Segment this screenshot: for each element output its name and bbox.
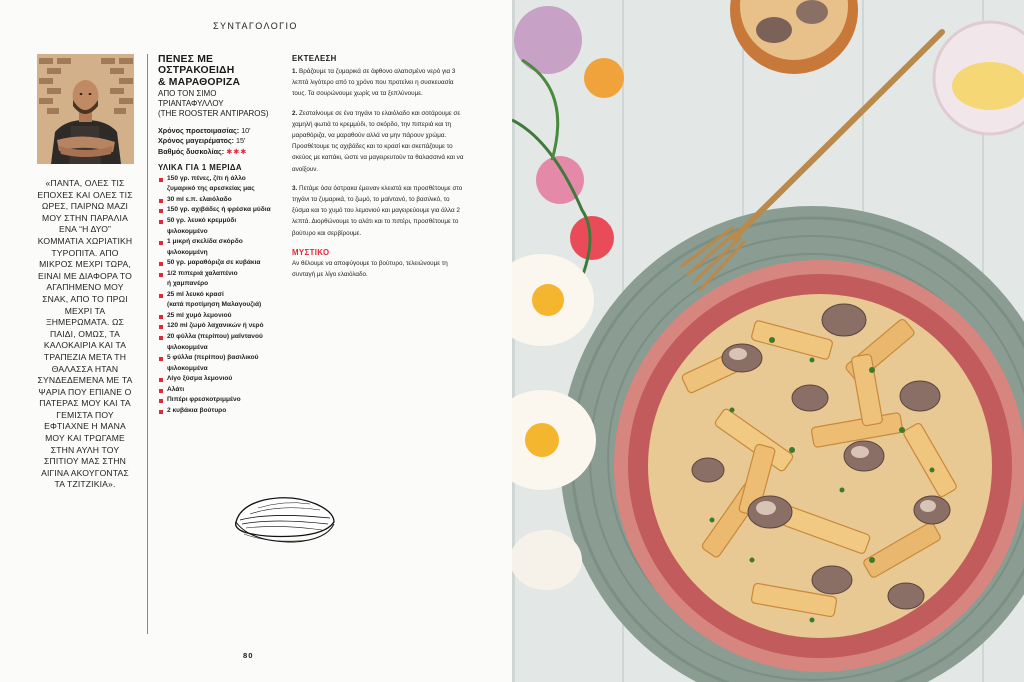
- step-text: Βράζουμε τα ζυμαρικά σε άφθονο αλατισμένο νερό για 3 λεπτά λιγότερο από το χρόνο που προτείνει η συσκευασία τους. Τα σουρώνουμε χωρίς να τα ξεπλύνουμε.: [292, 68, 456, 98]
- method-step: [292, 66, 464, 100]
- ingredient-item: Πιπέρι φρεσκοτριμμένο: [158, 395, 286, 406]
- ingredient-item: 25 ml λευκό κρασί (κατά προτίμηση Μαλαγουζιά): [158, 290, 286, 311]
- ingredient-item: 150 γρ. αχιβάδες ή φρέσκα μύδια: [158, 205, 286, 216]
- tip-text: Αν θέλουμε να αποφύγουμε το βούτυρο, τελειώνουμε τη συνταγή με λίγο ελαιόλαδο.: [292, 259, 448, 279]
- step-text: Ζεσταίνουμε σε ένα τηγάνι το ελαιόλαδο και σοτάρουμε σε χαμηλή φωτιά το κρεμμύδι, το σκόρδο, την πιπεριά και τη μαραθόριζα, να μαραθούν αλλά να μην πάρουν χρώμα. Προσθέτουμε τις αχιβάδες και το κρασί και σκεπάζουμε το σκεύος με καπάκι, ώστε να μαγειρευτούν τα θαλασσινά και να ανοίξουν.: [292, 109, 464, 173]
- ingredient-item: 30 ml ε.π. ελαιόλαδο: [158, 195, 286, 206]
- step-text: Πετάμε όσα όστρακα έμειναν κλειστά και προσθέτουμε στο τηγάνι τα ζυμαρικά, το ζωμό, το μαϊντανό, το βασιλικό, το ξύσμα και το χυμό του λεμονιού και μαγειρεύουμε για άλλα 2 λεπτά. Διορθώνουμε το αλάτι και το πιπέρι, προσθέτουμε το βούτυρο και σερβίρουμε.: [292, 184, 463, 237]
- ingredients-list: [158, 174, 286, 417]
- tip-heading: ΜΥΣΤΙΚΟ: [292, 247, 330, 257]
- pasta-dish-image: [512, 0, 1024, 682]
- ingredient-item: 50 γρ. λευκό κρεμμύδι ψιλοκομμένο: [158, 216, 286, 237]
- method-step: [292, 108, 464, 175]
- ingredient-item: 50 γρ. μαραθόριζα σε κυβάκια: [158, 258, 286, 269]
- recipe-info-column: [158, 54, 286, 416]
- ingredients-heading: ΥΛΙΚΑ ΓΙΑ 1 ΜΕΡΙΔΑ: [158, 162, 242, 172]
- recipe-meta: [158, 126, 286, 157]
- cook-time: Χρόνος μαγειρέματος: 15': [158, 136, 246, 146]
- method-column: [292, 54, 464, 280]
- ingredient-item: 2 κυβάκια βούτυρο: [158, 406, 286, 417]
- recipe-author: ΑΠΟ ΤΟΝ ΣΙΜΟ ΤΡΙΑΝΤΑΦΥΛΛΟΥ (THE ROOSTER ANTIPAROS): [158, 89, 269, 119]
- method-heading: ΕΚΤΕΛΕΣΗ: [292, 54, 337, 63]
- chef-portrait-image: [37, 54, 134, 164]
- difficulty: Βαθμός δυσκολίας: ✱✱✱: [158, 146, 248, 156]
- step-number: 2.: [292, 109, 298, 117]
- chef-quote: «ΠΑΝΤΑ, ΟΛΕΣ ΤΙΣ ΕΠΟΧΕΣ ΚΑΙ ΟΛΕΣ ΤΙΣ ΩΡΕΣ, ΠΑΙΡΝΩ ΜΑΖΙ ΜΟΥ ΣΤΗΝ ΠΑΡΑΛΙΑ ΕΝΑ “Η ΔΥΟ” ΚΟΜΜΑΤΙΑ ΧΩΡΙΑΤΙΚΗ ΤΥΡΟΠΙΤΑ. ΑΠΟ ΜΙΚΡΟΣ ΜΕΧΡΙ ΤΩΡΑ, ΕΙΝΑΙ ΜΕ ΔΙΑΦΟΡΑ ΤΟ ΑΓΑΠΗΜΕΝΟ ΜΟΥ ΣΝΑΚ, ΑΠΟ ΤΟ ΠΡΩΙ ΜΕΧΡΙ ΤΑ ΞΗΜΕΡΩΜΑΤΑ. ΩΣ ΠΑΙΔΙ, ΟΜΩΣ, ΤΑ ΚΑΛΟΚΑΙΡΙΑ ΚΑΙ ΤΑ ΤΡΑΠΕΖΙΑ ΜΕΤΑ ΤΗ ΘΑΛΑΣΣΑ ΗΤΑΝ ΣΥΝΔΕΔΕΜΕΝΑ ΜΕ ΤΑ ΨΑΡΙΑ ΠΟΥ ΕΠΙΑΝΕ Ο ΠΑΤΕΡΑΣ ΜΟΥ ΚΑΙ ΤΑ ΓΕΜΙΣΤΑ ΠΟΥ ΕΦΤΙΑΧΝΕ Η ΜΑΝΑ ΜΟΥ ΚΑΙ ΤΡΩΓΑΜΕ ΣΤΗΝ ΑΥΛΗ ΤΟΥ ΣΠΙΤΙΟΥ ΜΑΣ ΣΤΗΝ ΑΙΓΙΝΑ ΑΚΟΥΓΟΝΤΑΣ ΤΑ ΤΖΙΤΖΙΚΙΑ».: [37, 178, 133, 490]
- ingredient-item: 1/2 πιπεριά χαλαπένιο ή χαμπανέρο: [158, 269, 286, 290]
- method-steps: [292, 66, 464, 239]
- ingredient-item: 1 μικρή σκελίδα σκόρδο ψιλοκομμένη: [158, 237, 286, 258]
- column-divider: [147, 54, 148, 634]
- ingredient-item: 20 φύλλα (περίπου) μαϊντανού ψιλοκομμένα: [158, 332, 286, 353]
- ingredient-item: 25 ml χυμό λεμονιού: [158, 311, 286, 322]
- ingredient-item: Αλάτι: [158, 385, 286, 396]
- step-number: 1.: [292, 68, 298, 75]
- dish-photo: [512, 0, 1024, 682]
- mussel-illustration-icon: [230, 484, 340, 548]
- ingredient-item: 150 γρ. πένες, ζίτι ή άλλο ζυμαρικό της αρεσκείας μας: [158, 174, 286, 195]
- ingredient-item: Λίγο ξύσμα λεμονιού: [158, 374, 286, 385]
- difficulty-stars-icon: ✱✱✱: [226, 146, 248, 156]
- step-number: 3.: [292, 184, 298, 192]
- ingredient-item: 5 φύλλα (περίπου) βασιλικού ψιλοκομμένα: [158, 353, 286, 374]
- ingredient-item: 120 ml ζωμό λαχανικών ή νερό: [158, 321, 286, 332]
- method-step: [292, 183, 464, 239]
- section-header: ΣΥΝΤΑΓΟΛΟΓΙΟ: [213, 21, 298, 31]
- page-number: 80: [243, 651, 254, 660]
- chef-photo: [37, 54, 134, 164]
- prep-time: Χρόνος προετοιμασίας: 10': [158, 126, 251, 136]
- recipe-title: ΠΕΝΕΣ ΜΕ ΟΣΤΡΑΚΟΕΙΔΗ & ΜΑΡΑΘΟΡΙΖΑ: [158, 54, 241, 88]
